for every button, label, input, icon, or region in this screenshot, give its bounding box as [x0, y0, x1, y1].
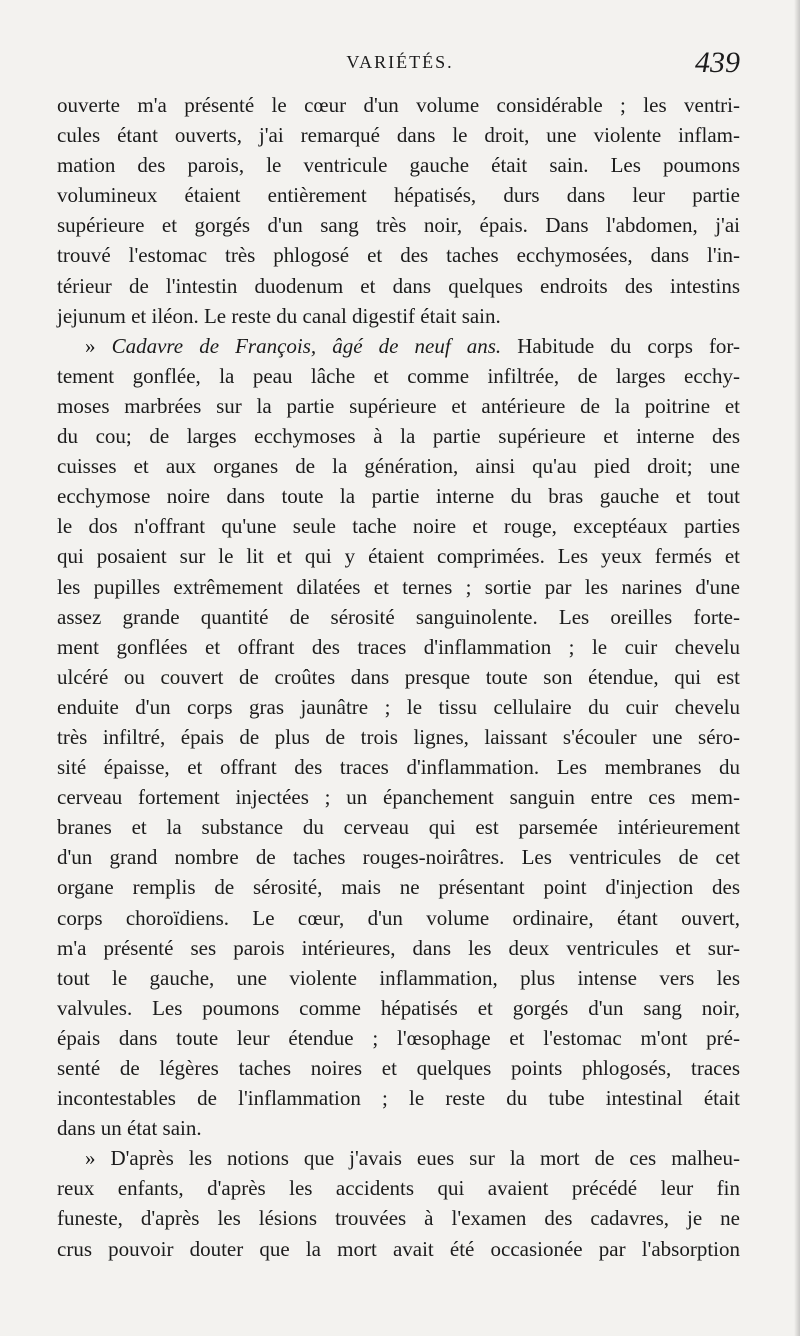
text-line: cules étant ouverts, j'ai remarqué dans le droit, une violente inflam-	[57, 123, 740, 148]
text-line: térieur de l'intestin duodenum et dans quelques endroits des intestins	[57, 273, 740, 298]
text-line: épais dans toute leur étendue ; l'œsophage et l'estomac m'ont pré-	[57, 1025, 740, 1050]
text-line: le dos n'offrant qu'une seule tache noire et rouge, exceptéaux parties	[57, 514, 740, 539]
text-line: sité épaisse, et offrant des traces d'inflammation. Les membranes du	[57, 755, 740, 780]
text-line: trouvé l'estomac très phlogosé et des taches ecchymosées, dans l'in-	[57, 243, 740, 268]
text-line: volumineux étaient entièrement hépatisés, durs dans leur partie	[57, 183, 740, 208]
case-heading: Cadavre de François, âgé de neuf ans.	[111, 333, 502, 358]
text-line: branes et la substance du cerveau qui est parsemée intérieurement	[57, 815, 740, 840]
text-line: incontestables de l'inflammation ; le reste du tube intestinal était	[57, 1086, 740, 1111]
text-line: très infiltré, épais de plus de trois lignes, laissant s'écouler une séro-	[57, 724, 740, 749]
text-line: ulcéré ou couvert de croûtes dans presque toute son étendue, qui est	[57, 664, 740, 689]
text-line: dans un état sain.	[57, 1116, 202, 1141]
text-line: organe remplis de sérosité, mais ne présentant point d'injection des	[57, 875, 740, 900]
text-line: enduite d'un corps gras jaunâtre ; le tissu cellulaire du cuir chevelu	[57, 694, 740, 719]
text-line: valvules. Les poumons comme hépatisés et gorgés d'un sang noir,	[57, 995, 740, 1020]
text-line: ouverte m'a présenté le cœur d'un volume considérable ; les ventri-	[57, 93, 740, 117]
text-line: corps choroïdiens. Le cœur, d'un volume ordinaire, étant ouvert,	[57, 905, 740, 930]
text-line: ment gonflées et offrant des traces d'inflammation ; le cuir chevelu	[57, 634, 740, 659]
text-line: du cou; de larges ecchymoses à la partie supérieure et interne des	[57, 424, 740, 449]
text-line: jejunum et iléon. Le reste du canal digestif était sain.	[57, 303, 501, 328]
running-title: VARIÉTÉS.	[346, 52, 454, 72]
text-line: mation des parois, le ventricule gauche était sain. Les poumons	[57, 153, 740, 178]
text-line: cuisses et aux organes de la génération, ainsi qu'au pied droit; une	[57, 454, 740, 479]
paragraph-1	[57, 90, 740, 331]
text-line: funeste, d'après les lésions trouvées à l'examen des cadavres, je ne	[57, 1206, 740, 1231]
text-line: moses marbrées sur la partie supérieure et antérieure de la poitrine et	[57, 393, 740, 418]
text-line: les pupilles extrêmement dilatées et ternes ; sortie par les narines d'une	[57, 574, 740, 599]
running-header	[60, 46, 740, 82]
text-line: » Cadavre de François, âgé de neuf ans. Habitude du corps for-	[85, 333, 740, 358]
page-number: 439	[695, 46, 740, 79]
text-line: senté de légères taches noires et quelques points phlogosés, traces	[57, 1056, 740, 1080]
paragraph-3	[57, 1143, 740, 1263]
text-line: cerveau fortement injectées ; un épanchement sanguin entre ces mem-	[57, 785, 740, 810]
text-line: m'a présenté ses parois intérieures, dans les deux ventricules et sur-	[57, 935, 740, 960]
text-line: crus pouvoir douter que la mort avait été occasionée par l'absorption	[57, 1236, 740, 1261]
text-line: qui posaient sur le lit et qui y étaient comprimées. Les yeux fermés et	[57, 544, 740, 569]
text-line: assez grande quantité de sérosité sanguinolente. Les oreilles forte-	[57, 604, 740, 629]
text-line: tout le gauche, une violente inflammation, plus intense vers les	[57, 965, 740, 990]
text-line: supérieure et gorgés d'un sang très noir, épais. Dans l'abdomen, j'ai	[57, 213, 740, 238]
paragraph-2	[57, 331, 740, 1144]
body-text	[57, 90, 740, 1264]
text-line: tement gonflée, la peau lâche et comme infiltrée, de larges ecchy-	[57, 363, 740, 388]
text-line: ecchymose noire dans toute la partie interne du bras gauche et tout	[57, 484, 740, 509]
text-line: d'un grand nombre de taches rouges-noirâtres. Les ventricules de cet	[57, 845, 740, 870]
text-line: » D'après les notions que j'avais eues sur la mort de ces malheu-	[85, 1146, 740, 1171]
text-line: reux enfants, d'après les accidents qui avaient précédé leur fin	[57, 1176, 740, 1201]
